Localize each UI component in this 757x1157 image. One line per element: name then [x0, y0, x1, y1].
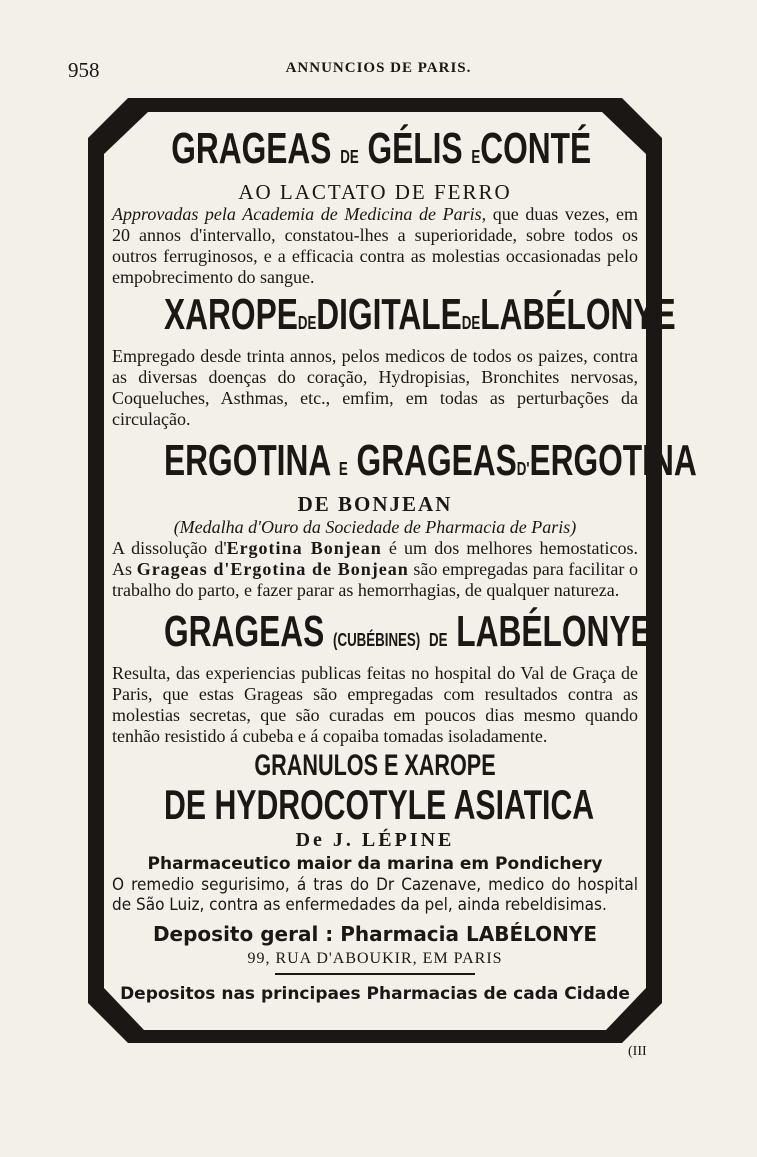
ad5-title-line2: DE HYDROCOTYLE ASIATICA	[164, 781, 595, 828]
ad1-body: Approvadas pela Academia de Medicina de Paris, que duas vezes, em 20 annos d'intervallo, constatou-lhes a superioridade, sobre todos os outros ferruginosos, e a efficacia contra as molestias occasionadas pelo empobrecimento do sangue.	[112, 204, 638, 287]
ad5-depositos: Depositos nas principaes Pharmacias de cada Cidade	[120, 984, 630, 1004]
page-header	[0, 58, 757, 82]
page-number: 958	[68, 58, 100, 82]
ad5-deposito: Deposito geral : Pharmacia LABÉLONYE	[152, 922, 598, 946]
signature-mark: (III	[628, 1044, 647, 1059]
ad4-body: Resulta, das experiencias publicas feitas no hospital do Val de Graça de Paris, que estas Grageas são empregadas com resultados contra as molestias secretas, que são curadas em poucos dias mesmo quando tenhão resistido á cubeba e á copaiba tomadas isoladamente.	[112, 663, 638, 746]
running-head: ANNUNCIOS DE PARIS.	[285, 60, 472, 76]
ad5-body: O remedio segurisimo, á tras do Dr Cazenave, medico do hospital de São Luiz, contra as enfermedades da pel, ainda rebeldisimas.	[112, 875, 638, 915]
ad2-body: Empregado desde trinta annos, pelos medicos de todos os paizes, contra as diversas doenças do coração, Hydropisias, Bronchites nervosas, Coqueluches, Asthmas, etc., emfim, em todas as perturbações da circulação.	[112, 346, 638, 429]
ad3-medal: (Medalha d'Ouro da Sociedade de Pharmacia de Paris)	[173, 517, 577, 537]
ad5-address: 99, RUA D'ABOUKIR, EM PARIS	[247, 950, 503, 967]
advertisement-frame	[88, 98, 697, 1043]
ad3-body: A dissolução d'Ergotina Bonjean é um dos melhores hemostaticos. As Grageas d'Ergotina de Bonjean são empregadas para facilitar o trabalho do parto, e fazer parar as hemorrhagias, de qualquer natureza.	[112, 538, 638, 600]
ad4-title: GRAGEAS (CUBÉBINES) DE LABÉLONYE	[164, 607, 652, 656]
ornamental-rule	[275, 973, 475, 975]
ad1-subtitle: AO LACTATO DE FERRO	[238, 180, 512, 204]
ad1-title: GRAGEAS DE GÉLIS ECONTÉ	[171, 124, 592, 173]
ad5-title-line1: GRANULOS E XAROPE	[254, 749, 496, 782]
advertisement-content	[112, 124, 697, 1005]
ad2-title: XAROPEDEDIGITALEDELABÉLONYE	[164, 290, 676, 339]
ad3-subtitle: DE BONJEAN	[297, 492, 453, 516]
ad5-maker: De J. LÉPINE	[295, 829, 455, 851]
ad5-pharmaceutico: Pharmaceutico maior da marina em Pondichery	[147, 854, 603, 874]
ad3-title: ERGOTINA E GRAGEASD'ERGOTINA	[164, 436, 697, 485]
